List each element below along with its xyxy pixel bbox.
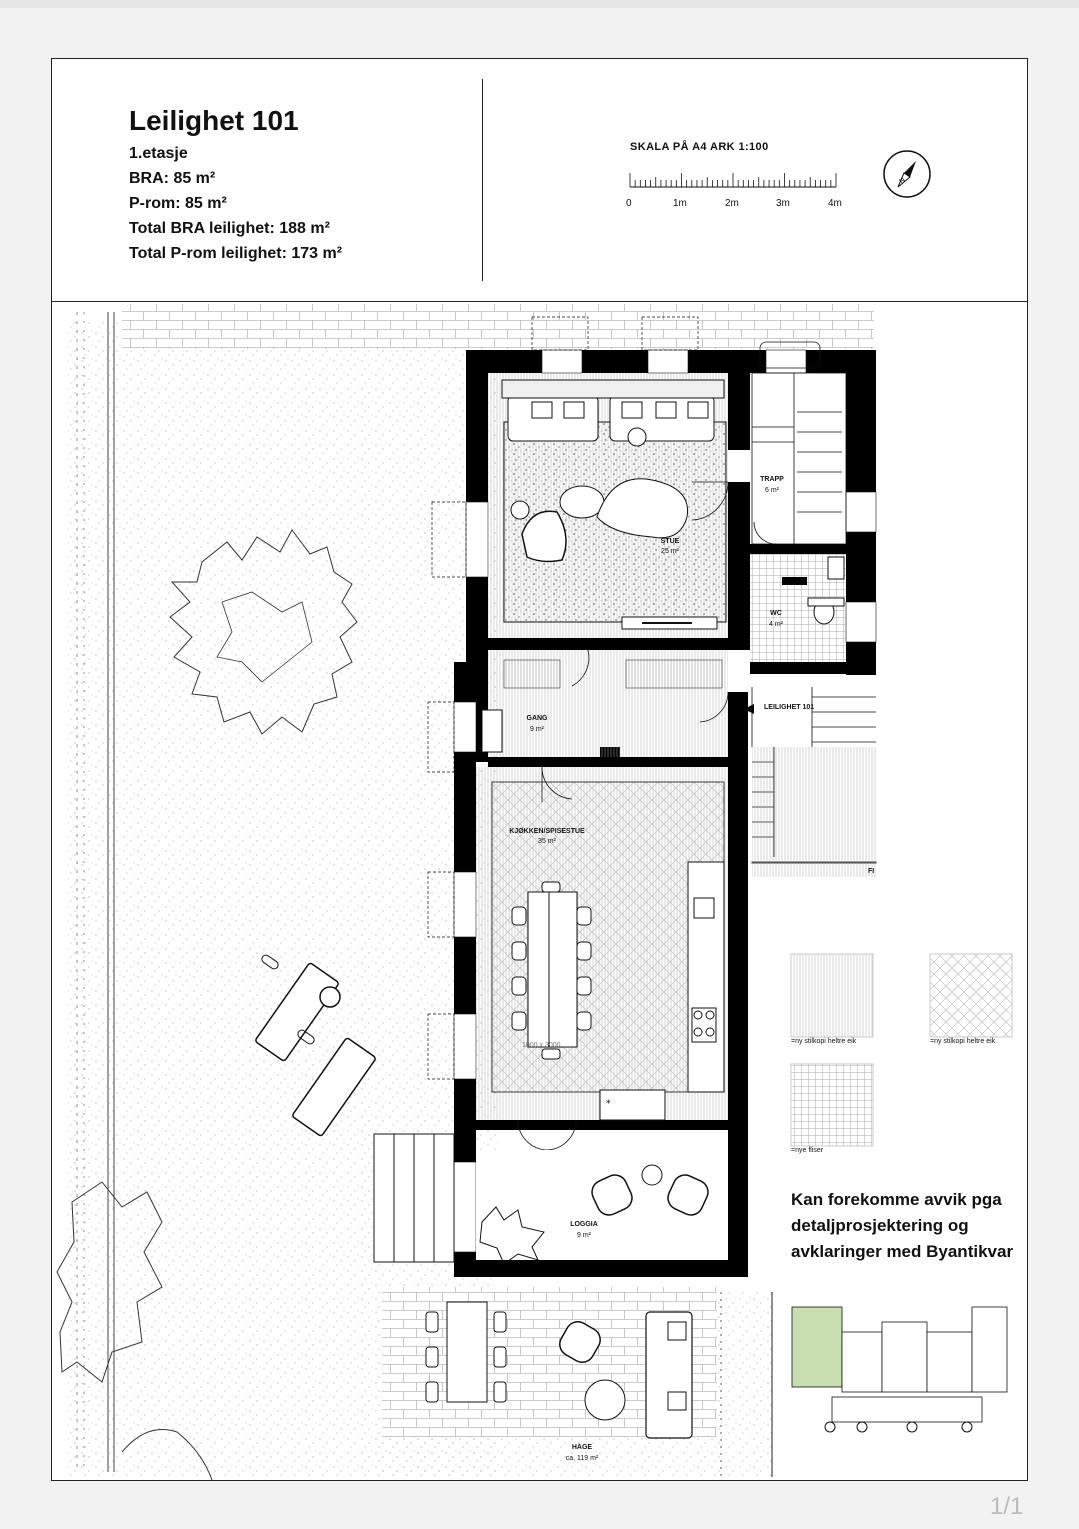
scale-label-1: 1m	[673, 198, 687, 209]
svg-text:N: N	[898, 176, 907, 186]
top-bar	[0, 0, 1079, 8]
floor-plan	[52, 302, 1027, 1480]
room-name-loggia: LOGGIA	[570, 1221, 598, 1228]
room-name-gang: GANG	[526, 715, 548, 722]
scale-label-2: 2m	[725, 198, 739, 209]
legend-label-plank: =ny stilkopi heltre eik	[791, 1038, 857, 1045]
room-area-stue: 25 m²	[661, 548, 679, 555]
bra-label: BRA: 85 m²	[129, 170, 216, 187]
room-area-gang: 9 m²	[530, 726, 544, 733]
plan-sheet	[51, 58, 1028, 1481]
room-name-trapp: TRAPP	[760, 476, 784, 483]
legend-label-tiles: =nye fliser	[791, 1147, 824, 1154]
page-title: Leilighet 101	[129, 105, 299, 136]
room-name-hage: HAGE	[571, 1444, 593, 1451]
prom-label: P-rom: 85 m²	[129, 195, 227, 212]
header-divider	[482, 79, 483, 281]
total-prom-label: Total P-rom leilighet: 173 m²	[129, 245, 343, 262]
room-area-wc: 4 m²	[769, 621, 783, 628]
header-block	[52, 59, 1027, 302]
legend-label-herringbone: =ny stilkopi heltre eik	[930, 1038, 996, 1045]
stair-label: FI	[868, 868, 875, 875]
scale-bar	[624, 169, 844, 197]
room-name-wc: WC	[770, 610, 782, 617]
total-bra-label: Total BRA leilighet: 188 m²	[129, 220, 330, 237]
north-arrow-icon	[882, 149, 932, 199]
table-label: 1000 x 3000	[522, 1042, 561, 1049]
scale-label-0: 0	[626, 198, 632, 209]
room-area-kjokken: 35 m²	[538, 838, 556, 845]
scale-title: SKALA PÅ A4 ARK 1:100	[630, 141, 769, 153]
room-area-hage: ca. 119 m²	[565, 1455, 599, 1462]
scale-label-4: 4m	[828, 198, 842, 209]
room-area-loggia: 9 m²	[577, 1232, 591, 1239]
entrance-label: LEILIGHET 101	[764, 704, 815, 711]
room-name-stue: STUE	[660, 538, 680, 545]
svg-text:*: *	[606, 1099, 611, 1109]
scale-label-3: 3m	[776, 198, 790, 209]
room-name-kjokken: KJØKKEN/SPISESTUE	[509, 828, 585, 835]
disclaimer-note: Kan forekomme avvik pga detaljprosjektering og avklaringer med Byantikvar	[791, 1190, 1014, 1261]
page-number: 1/1	[990, 1493, 1024, 1520]
room-area-trapp: 6 m²	[765, 487, 779, 494]
floor-label: 1.etasje	[129, 145, 188, 162]
